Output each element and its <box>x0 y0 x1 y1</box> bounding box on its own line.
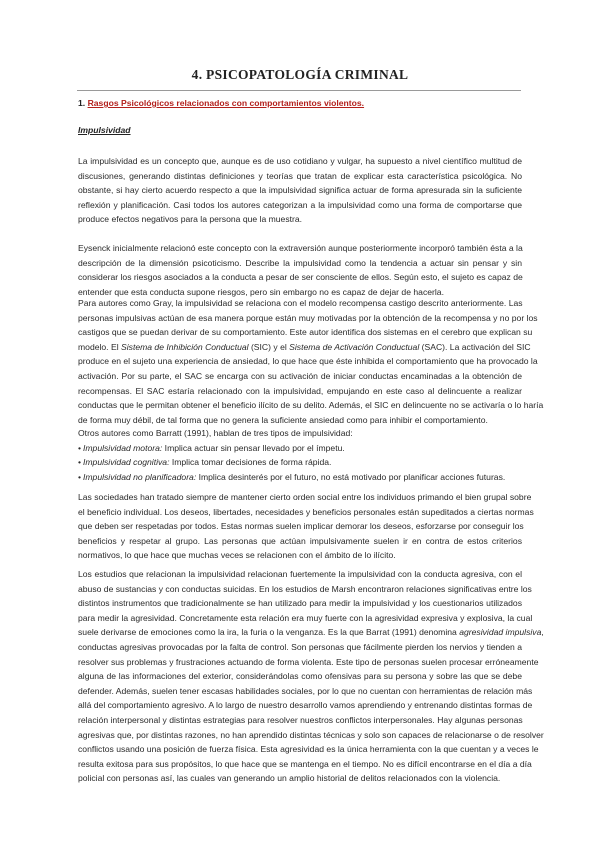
list-item-term: Impulsividad no planificadora: <box>83 471 197 482</box>
text-line <box>78 384 522 399</box>
text-line: entender que esta conducta supone riesgos, pero sin embargo no es capaz de dejar de hacerla. <box>78 286 444 297</box>
text-line: Las sociedades han tratado siempre de mantener cierto orden social entre los individuos primando el bien grupal sobre <box>78 492 532 502</box>
text-line <box>78 655 539 670</box>
text-segment: resolver sus problemas y frustraciones actuando de forma violenta. Este tipo de personas suelen procesar erróneamente <box>78 656 539 667</box>
text-segment: policial con personas así, las cuales van generando un amplio historial de delitos relacionados con la violencia. <box>78 773 501 784</box>
text-segment: de forma muy débil, de tal forma que no genera la suficiente ansiedad como para inhibir el comportamiento. <box>78 414 488 425</box>
list-item <box>78 455 522 470</box>
text-line: considerar los riesgos asociados a la conducta a pesar de ser consciente de ellos. Según esto, el sujeto es capaz de <box>78 272 523 283</box>
text-line <box>78 325 533 340</box>
text-line <box>78 698 533 713</box>
text-segment: (SIC) y el <box>248 341 290 352</box>
text-line: discusiones, generando distintas definiciones y teorías que tratan de explicar esta característica psicológica. No <box>78 170 522 181</box>
italic-term: Sistema de Inhibición Conductual <box>121 341 249 352</box>
list-item-text: Implica actuar sin pensar llevado por el ímpetu. <box>162 442 345 453</box>
chapter-title: 4. PSICOPATOLOGÍA CRIMINAL <box>191 67 409 82</box>
italic-term: Sistema de Activación Conductual <box>289 341 420 352</box>
list-item <box>78 441 522 456</box>
text-line <box>78 713 522 728</box>
text-line <box>78 311 538 326</box>
text-line <box>78 296 522 311</box>
paragraph-eysenck <box>78 241 522 299</box>
italic-term: agresividad impulsiva <box>459 627 542 638</box>
text-line <box>78 369 522 384</box>
bullet-icon: • <box>78 471 82 482</box>
text-segment: produce en el sujeto una experiencia de ansiedad, lo que hace que éste inhibida el comportamiento que ha provocado la <box>78 356 538 367</box>
text-line <box>78 771 522 786</box>
text-line <box>78 596 522 611</box>
text-segment: conductas agresivas provocadas por la falta de control. Son personas que fácilmente pierden los nervios y tienden a <box>78 641 522 652</box>
text-segment: conflictos usando una posición de fuerza física. Esta agresividad es la única herramienta con la que cuentan y a veces le <box>78 744 539 755</box>
bullet-icon: • <box>78 457 82 468</box>
section-number: 1. <box>78 98 86 108</box>
text-segment: resulta exitosa para sus propósitos, lo que hace que se mantenga en el tiempo. No es difícil encontrarse en el día a día <box>78 758 532 769</box>
list-item-text: Implica desinterés por el futuro, no está motivado por planificar acciones futuras. <box>196 471 506 482</box>
text-line: beneficios y respetar al grupo. Las personas que actúan impulsivamente suelen ir en contra de estos criterios <box>78 535 522 546</box>
text-line <box>78 625 544 640</box>
text-line: produce efectos negativos para la persona que la muestra. <box>78 214 303 225</box>
text-line <box>78 684 533 699</box>
text-segment: defender. Además, suelen tener escasas habilidades sociales, por lo que no cuentan con herramientas de relación más <box>78 685 533 696</box>
text-segment: , <box>541 627 544 638</box>
text-line <box>78 742 539 757</box>
text-line: Eysenck inicialmente relacionó este concepto con la extraversión aunque posteriormente incorporó también ésta a la <box>78 243 523 253</box>
text-segment: Los estudios que relacionan la impulsividad relacionan fuertemente la impulsividad con la conducta agresiva, con el <box>78 569 522 579</box>
list-item-term: Impulsividad cognitiva: <box>83 457 170 468</box>
text-line <box>78 757 532 772</box>
text-segment: distintos instrumentos que tradicionalmente se han utilizado para medir la impulsividad y los cuestionarios utilizados <box>78 598 522 609</box>
text-line: descripción de la dimensión psicoticismo. Describe la impulsividad como la tendencia a actuar sin pensar y sin <box>78 257 522 268</box>
section-heading <box>78 98 364 108</box>
text-segment: activación. Por su parte, el SAC se encarga con su activación de iniciar conductas encaminadas a la obtención de <box>78 370 522 381</box>
text-line <box>78 582 532 597</box>
text-segment: alguna de las informaciones del exterior, considerándolas como ofensivas para su persona y sobre las que se debe <box>78 671 522 682</box>
text-line: normativos, lo que hace que muchas veces se relacionen con el ámbito de lo ilícito. <box>78 550 396 561</box>
text-segment: Para autores como Gray, la impulsividad se relaciona con el modelo recompensa castigo descrito anteriormente. Las <box>78 298 523 308</box>
text-segment: relación interpersonal y distintas estrategias para resolver nuestros conflictos interpersonales. Hay algunas personas <box>78 714 523 725</box>
paragraph-social-norms <box>78 490 534 563</box>
text-segment: recompensas. El SAC estaría relacionado con la impulsividad, empujando en este caso al delincuente a realizar <box>78 385 522 396</box>
paragraph-definition <box>78 154 522 227</box>
text-line <box>78 354 538 369</box>
section-heading-link[interactable]: Rasgos Psicológicos relacionados con comportamientos violentos. <box>87 98 365 108</box>
text-segment: modelo. El <box>78 341 121 352</box>
text-line <box>78 567 522 582</box>
bullet-icon: • <box>78 442 82 453</box>
text-segment: conductas que le permitan obtener el beneficio ilícito de su delito. Además, el SIC en delincuente no se activaría o lo haría <box>78 400 544 411</box>
text-segment: suele derivarse de emociones como la ira, la furia o la venganza. Es la que Barrat (1991) denomina <box>78 627 460 638</box>
title-divider <box>77 90 521 91</box>
paragraph-gray <box>78 296 544 427</box>
paragraph-aggression <box>78 567 544 786</box>
list-item-term: Impulsividad motora: <box>83 442 163 453</box>
list-item-text: Implica tomar decisiones de forma rápida. <box>169 457 332 468</box>
barratt-types <box>78 426 522 484</box>
text-line <box>78 340 531 355</box>
text-line: La impulsividad es un concepto que, aunque es de uso cotidiano y vulgar, ha supuesto a nivel científico multitud de <box>78 156 522 166</box>
text-segment: para medir la agresividad. Concretamente esta relación era muy fuerte con la agresividad expresiva y explosiva, la cual <box>78 612 533 623</box>
text-segment: agresivas que, por distintas razones, no han aprendido distintas técnicas y solo son capaces de relacionarse o de resolver <box>78 729 544 740</box>
text-line <box>78 398 544 413</box>
text-segment: castigos que se puedan derivar de su comportamiento. Este autor identifica dos sistemas en el cerebro que explican su <box>78 327 533 338</box>
text-line <box>78 611 533 626</box>
impulsivity-type-list <box>78 441 522 485</box>
text-segment: allá del comportamiento agresivo. A lo largo de nuestro desarrollo vamos aprendiendo y entrenando distintas formas de <box>78 700 533 711</box>
list-item <box>78 470 522 485</box>
subsection-heading: Impulsividad <box>78 125 131 135</box>
text-segment: (SAC). La activación del SIC <box>419 341 531 352</box>
text-line <box>78 728 544 743</box>
text-line <box>78 669 522 684</box>
text-line: el beneficio individual. Los deseos, libertades, necesidades y beneficios personales están supeditados a ciertas normas <box>78 506 534 517</box>
text-line: reflexión y planificación. Casi todos los autores categorizan a la impulsividad como una forma de comportarse que <box>78 199 522 210</box>
text-segment: personas impulsivas actúan de esa manera porque están muy motivadas por la obtención de la recompensa y no por los <box>78 312 538 323</box>
text-line <box>78 640 522 655</box>
text-segment: abuso de sustancias y con conductas suicidas. En los estudios de Marsh encontraron relaciones significativas entre los <box>78 583 532 594</box>
barratt-intro: Otros autores como Barratt (1991), hablan de tres tipos de impulsividad: <box>78 428 353 438</box>
text-line: que deben ser respetadas por todos. Estas normas suelen implicar demorar los deseos, esforzarse por conseguir los <box>78 521 524 532</box>
text-line: obstante, si hay cierto acuerdo respecto a que la impulsividad significa actuar de forma apresurada sin la suficiente <box>78 185 522 196</box>
